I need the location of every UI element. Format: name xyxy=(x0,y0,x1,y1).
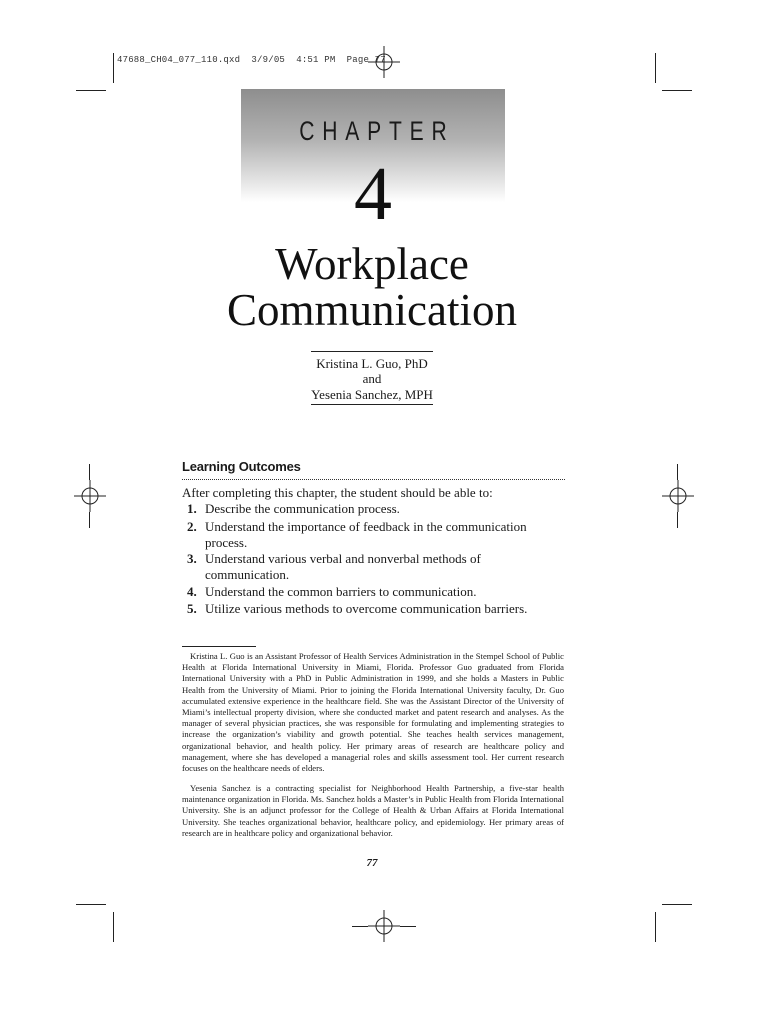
section-heading: Learning Outcomes xyxy=(182,459,301,474)
list-item-text: Understand various verbal and nonverbal methods of communication. xyxy=(205,551,481,582)
list-item-number: 5. xyxy=(187,601,197,616)
registration-tick xyxy=(89,512,90,528)
list-item-number: 4. xyxy=(187,584,197,599)
list-item-number: 1. xyxy=(187,501,197,516)
footnote-rule xyxy=(182,646,256,647)
registration-tick xyxy=(352,926,368,927)
chapter-title-line-1: Workplace xyxy=(275,239,469,289)
author-name: Kristina L. Guo, PhD xyxy=(316,356,428,371)
crop-mark xyxy=(76,904,106,905)
list-item-number: 3. xyxy=(187,551,197,566)
registration-mark-top-icon xyxy=(368,46,400,78)
page-number: 77 xyxy=(366,857,378,869)
registration-tick xyxy=(400,926,416,927)
list-item xyxy=(187,519,557,551)
author-rule-top xyxy=(311,351,433,352)
registration-mark-left-icon xyxy=(74,480,106,512)
crop-mark xyxy=(662,90,692,91)
crop-mark xyxy=(662,904,692,905)
chapter-number: 4 xyxy=(354,152,392,236)
crop-mark xyxy=(655,53,656,83)
list-item-text: Understand the importance of feedback in the communication process. xyxy=(205,519,527,550)
list-item-number: 2. xyxy=(187,519,197,534)
registration-mark-right-icon xyxy=(662,480,694,512)
list-item-text: Understand the common barriers to communication. xyxy=(205,584,477,599)
footnote-author-bio: Kristina L. Guo is an Assistant Professor of Health Services Administration in the Stempel School of Public Health at Florida International University in Miami, Florida. Professor Guo graduated from Florida International University with a PhD in Public Administration in 1999, and she holds a Masters in Public Health from the University of Miami. Prior to joining the Florida International University faculty, Dr. Guo accumulated extensive experience in the healthcare field. She was the Assistant Director of the University of Miami’s intellectual property division, where she conducted market and patent research and analyses. As the manager of several physician practices, she was responsible for formulating and implementing strategies to increase the organization’s viability and growth potential. She teaches health services management, organizational behavior, and health policy. Her primary areas of research are healthcare policy and management, where she has developed a managerial roles and skills assessment tool. Her current research focuses on the healthcare needs of elders. xyxy=(182,651,564,774)
author-conjunction: and xyxy=(362,371,382,386)
registration-tick xyxy=(677,464,678,480)
list-item-text: Describe the communication process. xyxy=(205,501,400,516)
list-item-text: Utilize various methods to overcome communication barriers. xyxy=(205,601,528,616)
registration-tick xyxy=(89,464,90,480)
crop-mark xyxy=(76,90,106,91)
crop-mark xyxy=(113,912,114,942)
crop-mark xyxy=(113,53,114,83)
list-item xyxy=(187,551,507,583)
chapter-title-line-2: Communication xyxy=(227,285,517,335)
footnote-author-bio: Yesenia Sanchez is a contracting specialist for Neighborhood Health Partnership, a five-star health maintenance organization in Florida. Ms. Sanchez holds a Master’s in Public Health from Florida International University. She is an adjunct professor for the College of Health & Urban Affairs at Florida International University. She teaches organizational behavior, healthcare policy, and epidemiology. Her primary areas of research are in healthcare policy and organizational behavior. xyxy=(182,783,564,838)
heading-dotted-rule xyxy=(182,479,565,480)
author-name: Yesenia Sanchez, MPH xyxy=(311,387,433,402)
crop-mark xyxy=(655,912,656,942)
list-item xyxy=(187,501,567,517)
list-item xyxy=(187,584,567,600)
outcomes-intro: After completing this chapter, the student should be able to: xyxy=(182,485,493,500)
author-rule-bottom xyxy=(311,404,433,405)
chapter-label: CHAPTER xyxy=(299,116,455,146)
printer-slug: 47688_CH04_077_110.qxd 3/9/05 4:51 PM Page 77 xyxy=(117,55,386,65)
list-item xyxy=(187,601,567,617)
registration-mark-bottom-icon xyxy=(368,910,400,942)
registration-tick xyxy=(677,512,678,528)
